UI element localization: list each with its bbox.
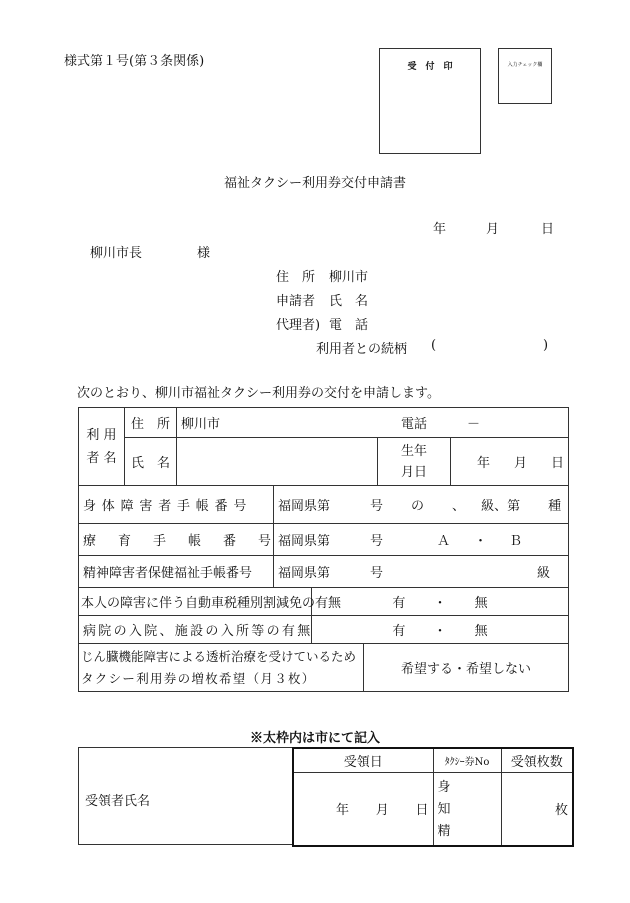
- input-check-label: 入力チェック欄: [507, 62, 543, 68]
- user-address-value: 柳川市: [181, 417, 221, 432]
- application-table: [78, 407, 569, 692]
- hospital-label-text: 病院の入院、施設の入所等の有無: [83, 624, 313, 639]
- car-tax-dot: ・: [433, 596, 447, 611]
- form-number: 様式第１号(第３条関係): [64, 54, 205, 69]
- recipient-name-cell: [78, 747, 293, 845]
- reception-stamp-label: 受 付 印: [407, 62, 453, 72]
- count-input[interactable]: [501, 772, 573, 846]
- birth-label-line1: 生年: [400, 443, 427, 459]
- birth-day: 日: [551, 456, 565, 471]
- ryoiku-pref: 福岡県第: [278, 534, 331, 549]
- user-name-label: [79, 408, 125, 486]
- dialysis-label-line2: タクシー利用券の増枚希望（月３枚）: [81, 670, 316, 686]
- physical-handbook-label-text: 身体障害者手帳番号: [83, 499, 253, 514]
- applicant-phone-label: 電 話: [329, 318, 369, 333]
- ticket-chi: 知: [437, 801, 451, 817]
- hospital-options[interactable]: [312, 616, 569, 644]
- car-tax-label: 本人の障害に伴う自動車税種別割減免の有無: [79, 588, 312, 616]
- physical-comma: 、: [452, 499, 466, 514]
- ryoiku-handbook-label: [79, 524, 294, 556]
- date-month: 月: [486, 222, 500, 237]
- ryoiku-a: Ａ: [437, 534, 451, 549]
- receipt-month: 月: [375, 803, 389, 819]
- applicant-name-label: 氏 名: [329, 294, 369, 309]
- city-note: ※太枠内は市にて記入: [249, 731, 380, 746]
- birth-year: 年: [477, 456, 491, 471]
- addressee-name: 柳川市長: [90, 246, 143, 261]
- mental-grade: 級: [537, 566, 551, 581]
- hospital-yes[interactable]: 有: [392, 624, 406, 639]
- ryoiku-no: 号: [370, 534, 384, 549]
- applicant-label: 申請者: [276, 294, 316, 309]
- hospital-no[interactable]: 無: [474, 624, 488, 639]
- user-phone-label: 電話: [401, 417, 428, 432]
- relation-label: 利用者との続柄: [316, 342, 408, 357]
- physical-of: の: [411, 499, 425, 514]
- birth-date-input[interactable]: [451, 438, 569, 486]
- physical-kind: 種: [548, 499, 562, 514]
- ticket-shin: 身: [437, 779, 451, 795]
- ryoiku-dot: ・: [474, 534, 488, 549]
- reception-stamp-box: [379, 48, 481, 154]
- ticket-no-header: ﾀｸｼｰ券No: [433, 748, 501, 772]
- user-label-line2: 者 名: [86, 450, 117, 466]
- receipt-date-header: 受領日: [293, 748, 433, 772]
- dialysis-label: [79, 644, 364, 692]
- user-address-cell[interactable]: [177, 408, 569, 438]
- ryoiku-handbook-label-text: 療育手帳番号: [83, 534, 294, 549]
- date-day: 日: [541, 222, 555, 237]
- user-label-line1: 利 用: [86, 427, 117, 443]
- birth-label-line2: 月日: [400, 464, 427, 480]
- birth-date-label: [378, 438, 451, 486]
- input-check-box: [498, 48, 552, 104]
- mental-no: 号: [370, 566, 384, 581]
- applicant-address-label: 住 所: [276, 270, 316, 285]
- birth-month: 月: [514, 456, 528, 471]
- physical-no: 号: [370, 499, 384, 514]
- car-tax-no[interactable]: 無: [474, 596, 488, 611]
- hospital-label: [79, 616, 312, 644]
- user-name-field-label: 氏 名: [125, 438, 177, 486]
- count-header: 受領枚数: [501, 748, 573, 772]
- user-address-label: 住 所: [125, 408, 177, 438]
- ticket-sei: 精: [437, 823, 451, 839]
- user-phone-dash: －: [467, 417, 481, 432]
- relation-open-paren: (: [431, 338, 437, 353]
- date-year: 年: [433, 222, 447, 237]
- physical-handbook-label: [79, 486, 274, 524]
- addressee-honorific: 様: [197, 246, 211, 261]
- receipt-date-input[interactable]: [293, 772, 433, 846]
- hospital-dot: ・: [433, 624, 447, 639]
- ryoiku-b: Ｂ: [509, 534, 523, 549]
- mental-pref: 福岡県第: [278, 566, 331, 581]
- recipient-name-label: 受領者氏名: [85, 794, 151, 809]
- count-unit: 枚: [554, 803, 568, 819]
- physical-pref: 福岡県第: [278, 499, 331, 514]
- dialysis-label-line1: じん臓機能障害による透析治療を受けているため: [81, 648, 357, 664]
- car-tax-options[interactable]: [312, 588, 569, 616]
- applicant-address-value: 柳川市: [329, 270, 369, 285]
- physical-handbook-input[interactable]: [274, 486, 569, 524]
- relation-close-paren: ): [543, 338, 549, 353]
- physical-grade: 級、第: [481, 499, 521, 514]
- mental-handbook-input[interactable]: [274, 556, 569, 588]
- page-title: 福祉タクシー利用券交付申請書: [223, 176, 406, 191]
- ryoiku-handbook-input[interactable]: [274, 524, 569, 556]
- receipt-year: 年: [336, 803, 350, 819]
- ticket-no-input[interactable]: [433, 772, 501, 846]
- car-tax-yes[interactable]: 有: [392, 596, 406, 611]
- receipt-table: [292, 747, 574, 847]
- mental-handbook-label: 精神障害者保健福祉手帳番号: [79, 556, 274, 588]
- applicant-proxy-label: 代理者): [276, 318, 321, 333]
- intro-text: 次のとおり、柳川市福祉タクシー利用券の交付を申請します。: [77, 386, 440, 401]
- receipt-day: 日: [415, 803, 429, 819]
- user-name-input[interactable]: [177, 438, 378, 486]
- dialysis-options[interactable]: 希望する・希望しない: [364, 644, 569, 692]
